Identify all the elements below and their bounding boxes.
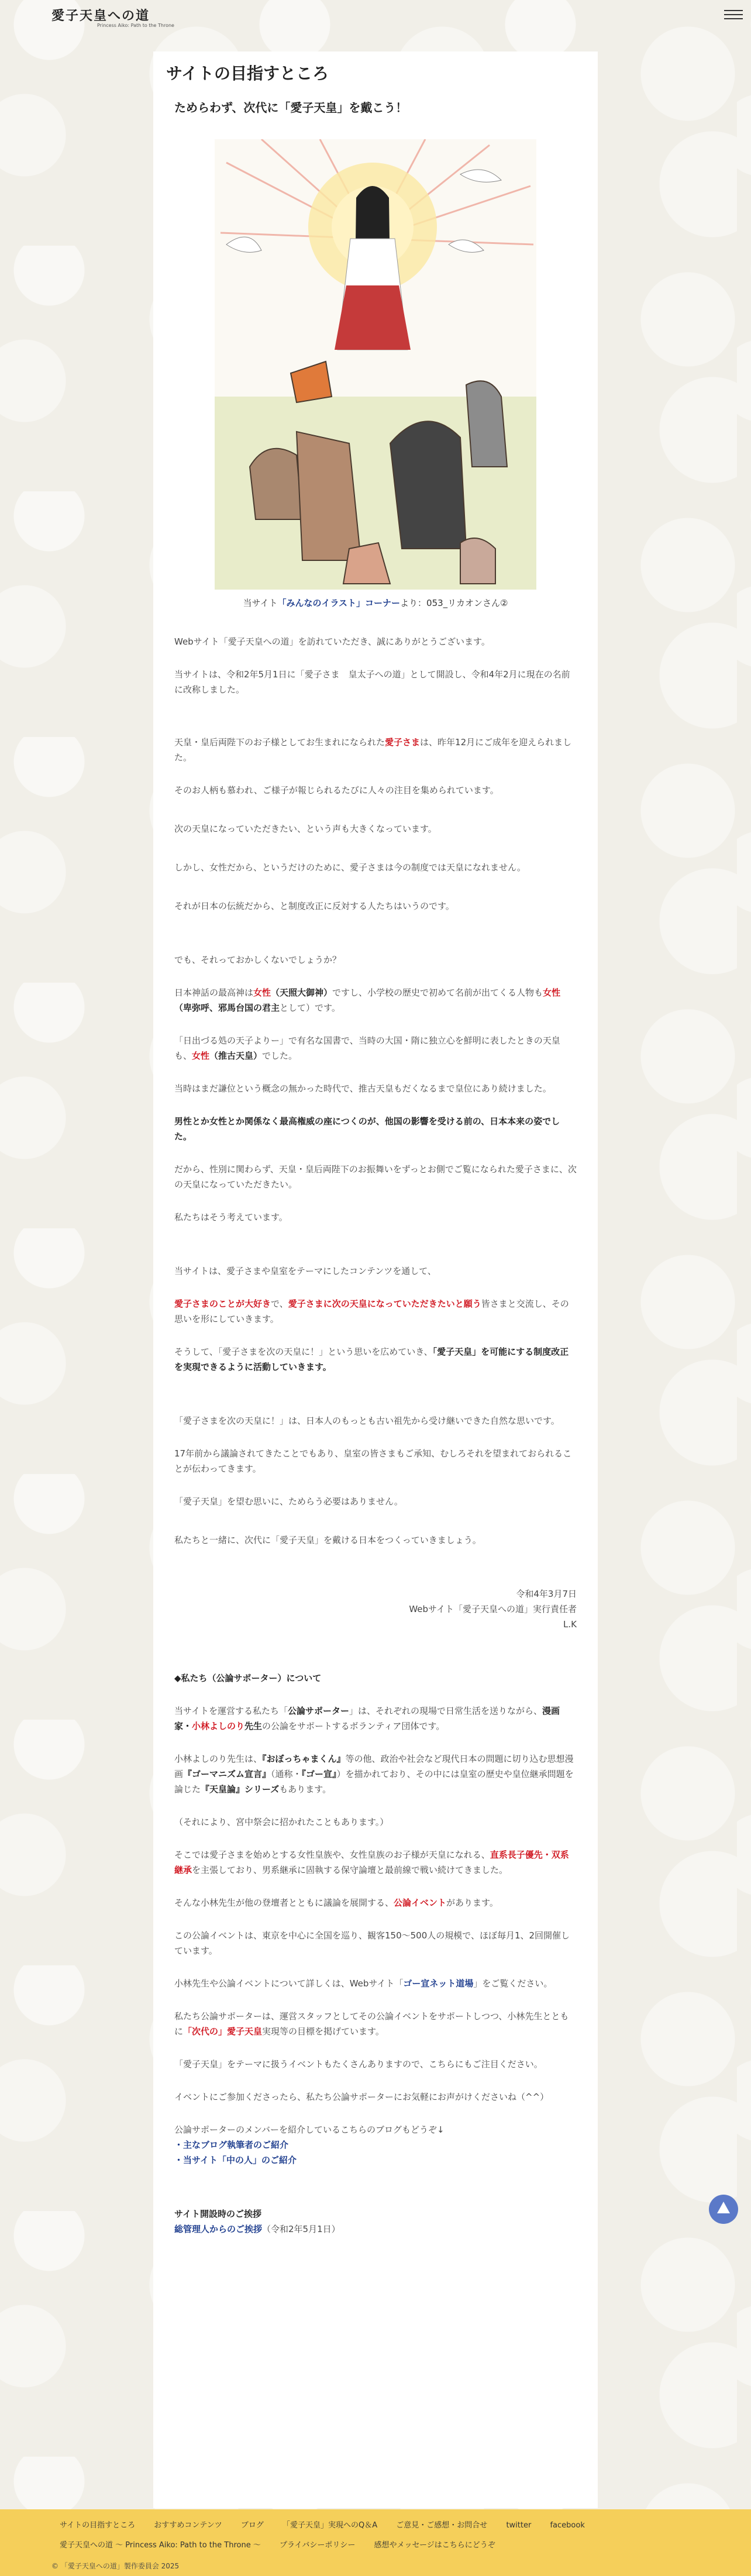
greeting-line: 総管理人からのご挨拶（令和2年5月1日） bbox=[174, 2224, 340, 2234]
paragraph: この公論イベントは、東京を中心に全国を巡り、観客150～500人の規模で、ほぼ毎月1、2回開催しています。 bbox=[174, 1930, 570, 1956]
paragraph: 小林先生や公論イベントについて詳しくは、Webサイト「ゴー宣ネット道場」をご覧ください。 bbox=[174, 1978, 553, 1989]
paragraph: Webサイト「愛子天皇への道」を訪れていただき、誠にありがとうございます。 bbox=[174, 636, 490, 647]
paragraph: 17年前から議論されてきたことでもあり、皇室の皆さまもご承知、むしろそれを望まれておられることが伝わってきます。 bbox=[174, 1448, 572, 1474]
illustration-corner-link[interactable]: 「みんなのイラスト」コーナー bbox=[277, 598, 401, 608]
signature-block bbox=[174, 1586, 577, 1632]
facebook-link[interactable]: facebook bbox=[550, 2521, 585, 2530]
page-subhead: ためらわず、次代に「愛子天皇」を戴こう！ bbox=[174, 101, 408, 115]
paragraph: 私たち公論サポーターは、運営スタッフとしてその公論イベントをサポートしつつ、小林先生とともに「次代の」愛子天皇実現等の目標を掲げています。 bbox=[174, 2011, 569, 2037]
arrow-up-icon[interactable] bbox=[709, 2195, 738, 2224]
blog-authors-link[interactable]: ・主なブログ執筆者のご紹介 bbox=[174, 2140, 289, 2150]
gosen-dojo-link[interactable]: ゴー宣ネット道場 bbox=[403, 1978, 474, 1989]
paragraph: そこでは愛子さまを始めとする女性皇族や、女性皇族のお子様が天皇になれる、直系長子優先・双系継承を主張しており、男系継承に固執する保守論壇と最前線で戦い続けてきました。 bbox=[174, 1850, 569, 1875]
paragraph: 私たちはそう考えています。 bbox=[174, 1212, 288, 1222]
footer-link[interactable]: ブログ bbox=[240, 2521, 264, 2530]
twitter-link[interactable]: twitter bbox=[506, 2521, 532, 2530]
paragraph: 公論サポーターのメンバーを紹介しているこちらのブログもどうぞ↓ bbox=[174, 2124, 445, 2135]
main-content bbox=[153, 51, 598, 2508]
greeting-link[interactable]: 総管理人からのご挨拶 bbox=[174, 2224, 263, 2234]
copyright: © 「愛子天皇への道」製作委員会 2025 bbox=[51, 2562, 180, 2570]
site-header bbox=[0, 0, 751, 35]
paragraph: でも、それっておかしくないでしょうか？ bbox=[174, 955, 342, 965]
paragraph: 私たちと一緒に、次代に「愛子天皇」を戴ける日本をつくっていきましょう。 bbox=[174, 1535, 481, 1545]
paragraph: 次の天皇になっていただきたい、という声も大きくなっています。 bbox=[174, 824, 437, 834]
paragraph: 男性とか女性とか関係なく最高権威の座につくのが、他国の影響を受ける前の、日本本来の姿でした。 bbox=[174, 1116, 560, 1142]
footer-link[interactable]: サイトの目指すところ bbox=[60, 2521, 136, 2530]
supporters-heading: ◆私たち（公論サポーター）について bbox=[174, 1673, 322, 1683]
paragraph: 日本神話の最高神は女性（天照大御神）ですし、小学校の歴史で初めて名前が出てくる人物も女性（卑弥呼、邪馬台国の君主として）です。 bbox=[174, 987, 561, 1013]
body-text bbox=[174, 634, 577, 2237]
signature-name: L.K bbox=[563, 1619, 577, 1630]
footer-link[interactable]: ご意見・ご感想・お問合せ bbox=[396, 2521, 488, 2530]
paragraph: （それにより、宮中祭会に招かれたこともあります。） bbox=[174, 1817, 389, 1827]
paragraph: イベントにご参加くださったら、私たち公論サポーターにお気軽にお声がけくださいね（^^） bbox=[174, 2092, 549, 2102]
paragraph: そうして、「愛子さまを次の天皇に！」という思いを広めていき、「愛子天皇」を可能にする制度改正を実現できるように活動していきます。 bbox=[174, 1346, 569, 1372]
illustration-caption: 当サイト「みんなのイラスト」コーナーより：053_リカオンさん② bbox=[243, 598, 508, 608]
site-logo[interactable] bbox=[51, 6, 174, 28]
paragraph: そのお人柄も慕われ、ご様子が報じられるたびに人々の注目を集められています。 bbox=[174, 785, 499, 795]
footer-link[interactable]: 感想やメッセージはこちらにどうぞ bbox=[374, 2541, 495, 2550]
footer-link[interactable]: おすすめコンテンツ bbox=[154, 2521, 222, 2530]
paragraph: 当サイトは、令和2年5月1日に「愛子さま 皇太子への道」として開設し、令和4年2月に現在の名前に改称しました。 bbox=[174, 669, 570, 695]
paragraph: 「日出づる処の天子よりー」で有名な国書で、当時の大国・隋に独立心を鮮明に表したときの天皇も、女性（推古天皇）でした。 bbox=[174, 1035, 560, 1061]
paragraph: 「愛子さまを次の天皇に！」は、日本人のもっとも古い祖先から受け継いできた自然な思いです。 bbox=[174, 1416, 560, 1426]
paragraph: 天皇・皇后両陛下のお子様としてお生まれになられた愛子さまは、昨年12月にご成年を迎えられました。 bbox=[174, 737, 572, 763]
paragraph: 当サイトは、愛子さまや皇室をテーマにしたコンテンツを通して、 bbox=[174, 1266, 436, 1276]
footer-link[interactable]: 「愛子天皇」実現へのQ＆A bbox=[283, 2521, 378, 2530]
paragraph: 当時はまだ謙位という概念の無かった時代で、推古天皇もだくなるまで皇位にあり続けました。 bbox=[174, 1083, 552, 1094]
logo-subtitle: Princess Aiko: Path to the Throne bbox=[97, 23, 174, 28]
footer-link[interactable]: 愛子天皇への道 〜 Princess Aiko: Path to the Throne 〜 bbox=[60, 2541, 261, 2550]
signature-role: Webサイト「愛子天皇への道」実行責任者 bbox=[409, 1604, 577, 1614]
paragraph: 小林よしのり先生は、『おぼっちゃまくん』等の他、政治や社会など現代日本の問題に切り込む思想漫画『ゴーマニズム宣言』（通称・『ゴー宣』）を描かれており、その中には皇室の歴史や皇位継承問題を論じた『天皇論』シリーズもあります。 bbox=[174, 1754, 574, 1795]
footer-nav-2 bbox=[60, 2539, 512, 2550]
greeting-heading: サイト開設時のご挨拶 bbox=[174, 2209, 261, 2219]
hamburger-icon[interactable] bbox=[724, 7, 743, 23]
site-staff-link[interactable]: ・当サイト「中の人」のご紹介 bbox=[174, 2155, 297, 2165]
paragraph: 「愛子天皇」を望む思いに、ためらう必要はありません。 bbox=[174, 1496, 403, 1507]
illustration-image bbox=[215, 139, 536, 590]
paragraph: だから、性別に関わらず、天皇・皇后両陛下のお振舞いをずっとお側でご覧になられた愛子さまに、次の天皇になっていただきたい。 bbox=[174, 1164, 577, 1190]
paragraph: しかし、女性だから、というだけのために、愛子さまは今の制度では天皇になれません。 bbox=[174, 862, 526, 873]
site-footer bbox=[0, 2509, 751, 2576]
footer-link[interactable]: プライバシーポリシー bbox=[279, 2541, 356, 2550]
paragraph: それが日本の伝統だから、と制度改正に反対する人たちはいうのです。 bbox=[174, 901, 454, 911]
paragraph: そんな小林先生が他の登壇者とともに議論を展開する、公論イベントがあります。 bbox=[174, 1897, 498, 1908]
page-title: サイトの目指すところ bbox=[166, 64, 329, 83]
paragraph: 「愛子天皇」をテーマに扱うイベントもたくさんありますので、こちらにもご注目ください。 bbox=[174, 2059, 543, 2069]
paragraph: 愛子さまのことが大好きで、愛子さまに次の天皇になっていただきたいと願う皆さまと交流し、その思いを形にしていきます。 bbox=[174, 1299, 569, 1324]
logo-text: 愛子天皇への道 bbox=[51, 8, 150, 23]
signature-date: 令和4年3月7日 bbox=[516, 1589, 577, 1599]
footer-nav bbox=[60, 2519, 601, 2530]
paragraph: 当サイトを運営する私たち「公論サポーター」は、それぞれの現場で日常生活を送りながら、漫画家・小林よしのり先生の公論をサポートするボランティア団体です。 bbox=[174, 1706, 560, 1731]
